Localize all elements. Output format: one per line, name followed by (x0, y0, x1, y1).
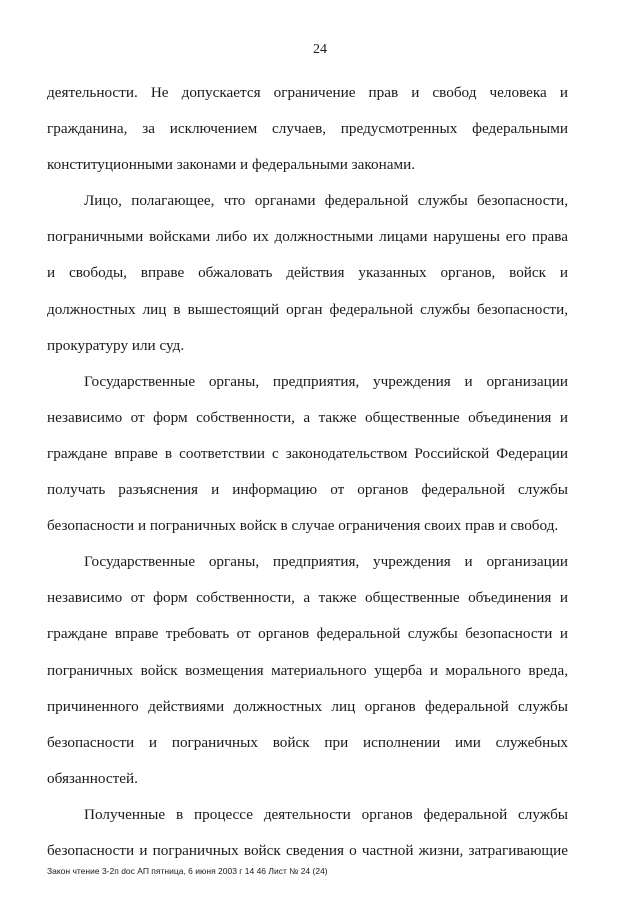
text-line: гражданина, за исключением случаев, предусмотренных федеральными (47, 120, 568, 138)
text-line: пограничных войск возмещения материального ущерба и морального вреда, (47, 661, 568, 679)
text-line: Лицо, полагающее, что органами федеральной службы безопасности, (84, 192, 568, 210)
text-line: независимо от форм собственности, а также общественные объединения и (47, 589, 568, 607)
document-footer: Закон чтение 3-2п doc АП пятница, 6 июня 2003 г 14 46 Лист № 24 (24) (47, 866, 328, 876)
text-line: безопасности и пограничных войск сведения о частной жизни, затрагивающие (47, 841, 568, 859)
text-line: обязанностей. (47, 769, 138, 787)
text-line: и свободы, вправе обжаловать действия указанных органов, войск и (47, 264, 568, 282)
text-line: должностных лиц в вышестоящий орган федеральной службы безопасности, (47, 300, 568, 318)
text-line: конституционными законами и федеральными законами. (47, 156, 416, 174)
page-number: 24 (313, 42, 327, 57)
text-line: граждане вправе требовать от органов федеральной службы безопасности и (47, 625, 568, 643)
text-line: Полученные в процессе деятельности органов федеральной службы (84, 805, 568, 823)
text-line: пограничными войсками либо их должностными лицами нарушены его права (47, 228, 568, 246)
text-line: получать разъяснения и информацию от органов федеральной службы (47, 481, 568, 499)
document-body (47, 82, 568, 876)
text-line: Государственные органы, предприятия, учреждения и организации (84, 553, 568, 571)
text-line: независимо от форм собственности, а также общественные объединения и (47, 408, 568, 426)
text-line: безопасности и пограничных войск в случае ограничения своих прав и свобод. (47, 517, 559, 535)
text-line: прокуратуру или суд. (47, 336, 185, 354)
text-line: деятельности. Не допускается ограничение прав и свобод человека и (47, 84, 568, 101)
text-line: граждане вправе в соответствии с законодательством Российской Федерации (47, 444, 568, 462)
text-line: Государственные органы, предприятия, учреждения и организации (84, 372, 568, 390)
text-line: безопасности и пограничных войск при исполнении ими служебных (47, 733, 568, 751)
text-line: причиненного действиями должностных лиц органов федеральной службы (47, 697, 568, 715)
